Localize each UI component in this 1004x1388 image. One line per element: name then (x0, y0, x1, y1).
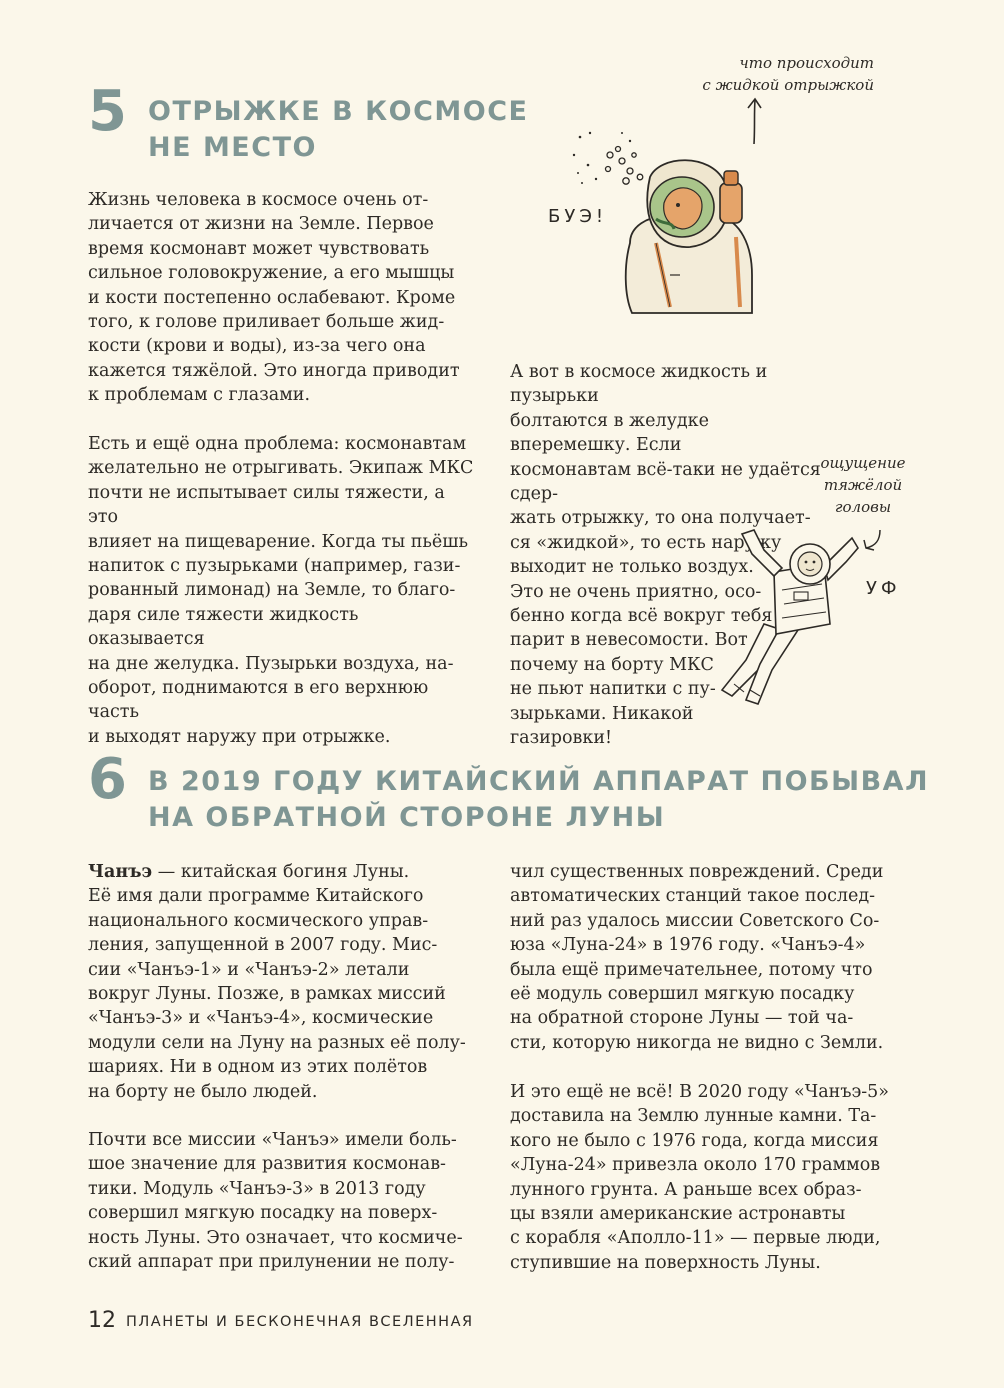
floating-astronaut-illustration (712, 520, 862, 710)
section-5-paragraph-2: Есть и ещё одна проблема: космонавтам желательно не отрыгивать. Экипаж МКС почти не испытывает силы тяжести, а это влияет на пищеварение. Когда ты пьёшь напиток с пузырьками (например, гази- рованный лимонад) на Земле, то благо- даря силе тяжести жидкость оказывается на дне желудка. Пузырьки воздуха, на- оборот, поднимаются в его верхнюю часть и выходят наружу при отрыжке. (88, 434, 474, 747)
section-5-paragraph-1: Жизнь человека в космосе очень от- личается от жизни на Земле. Первое время космонавт может чувствовать сильное головокружение, а его мышцы и кости постепенно ослабевают. Кроме того, к голове приливает больше жид- кости (крови и воды), из-за чего она кажется тяжёлой. Это иногда приводит к проблемам с глазами. (88, 190, 460, 406)
changye-bold-term: Чанъэ (88, 862, 153, 882)
book-title: ПЛАНЕТЫ И БЕСКОНЕЧНАЯ ВСЕЛЕННАЯ (126, 1314, 474, 1330)
caption-liquid-burp: что происходит с жидкой отрыжкой (702, 54, 874, 94)
section-5-number: 5 (88, 79, 127, 144)
caption-heavy-head: ощущение тяжёлой головы (820, 454, 906, 516)
section-6-paragraph-3: чил существенных повреждений. Среди автоматических станций такое послед- ний раз удалось миссии Советского Со- юза «Луна-24» в 1976 году. «Чанъэ-4» была ещё примечательнее, потому что её модуль совершил мягкую посадку на обратной стороне Луны — той ча- сти, которую никогда не видно с Земли. (510, 862, 884, 1053)
section-6-paragraph-2: Почти все миссии «Чанъэ» имели боль- шое значение для развития космонав- тики. Модуль «Чанъэ-3» в 2013 году совершил мягкую посадку на поверх- ность Луны. Это означает, что космиче- ский аппарат при прилунении не полу- (88, 1130, 463, 1273)
section-6-paragraph-1-text: — китайская богиня Луны. Её имя дали программе Китайского национального космического управ- ления, запущенной в 2007 году. Мис- сии «Чанъэ-1» и «Чанъэ-2» летали вокруг Луны. Позже, в рамках миссий «Чанъэ-3» и «Чанъэ-4», космические модули сели на Луну на разных её полу- шариях. Ни в одном из этих полётов на борту не было людей. (88, 862, 466, 1102)
section-6-title-line-2: НА ОБРАТНОЙ СТОРОНЕ ЛУНЫ (148, 802, 666, 833)
sound-uf: УФ (866, 578, 901, 599)
astronaut-burp-illustration (560, 125, 770, 325)
section-5-title (148, 94, 529, 166)
arrow-down-left-icon (858, 526, 886, 554)
section-6-number: 6 (88, 747, 127, 812)
section-6-paragraph-4: И это ещё не всё! В 2020 году «Чанъэ-5» доставила на Землю лунные камни. Та- кого не было с 1976 года, когда миссия «Луна-24» привезла около 170 граммов лунного грунта. А раньше всех образ- цы взяли американские астронавты с корабля «Аполло-11» — первые люди, ступившие на поверхность Луны. (510, 1082, 890, 1273)
section-6-paragraph-1 (88, 860, 488, 1104)
section-5-title-line-2: НЕ МЕСТО (148, 132, 317, 163)
section-5-title-line-1: ОТРЫЖКЕ В КОСМОСЕ (148, 96, 529, 127)
section-5-paragraph-3: А вот в космосе жидкость и пузырьки болтаются в желудке вперемешку. Если космонавтам всё-таки не удаётся сдер- жать отрыжку, то она получает- ся «жидкой», то есть выходит не только воздух. Это не очень приятно, осо- бенно когда всё вокруг тебя парит в невесомости. Вот почему на борту МКС не пьют напитки с пу- зырьками. Никакой газировки! (510, 362, 821, 749)
sound-buee: БУЭ! (548, 206, 608, 227)
section-6-title-line-1: В 2019 ГОДУ КИТАЙСКИЙ АППАРАТ ПОБЫВАЛ (148, 766, 929, 797)
page-number: 12 (88, 1308, 116, 1333)
section-6-title (148, 764, 929, 836)
